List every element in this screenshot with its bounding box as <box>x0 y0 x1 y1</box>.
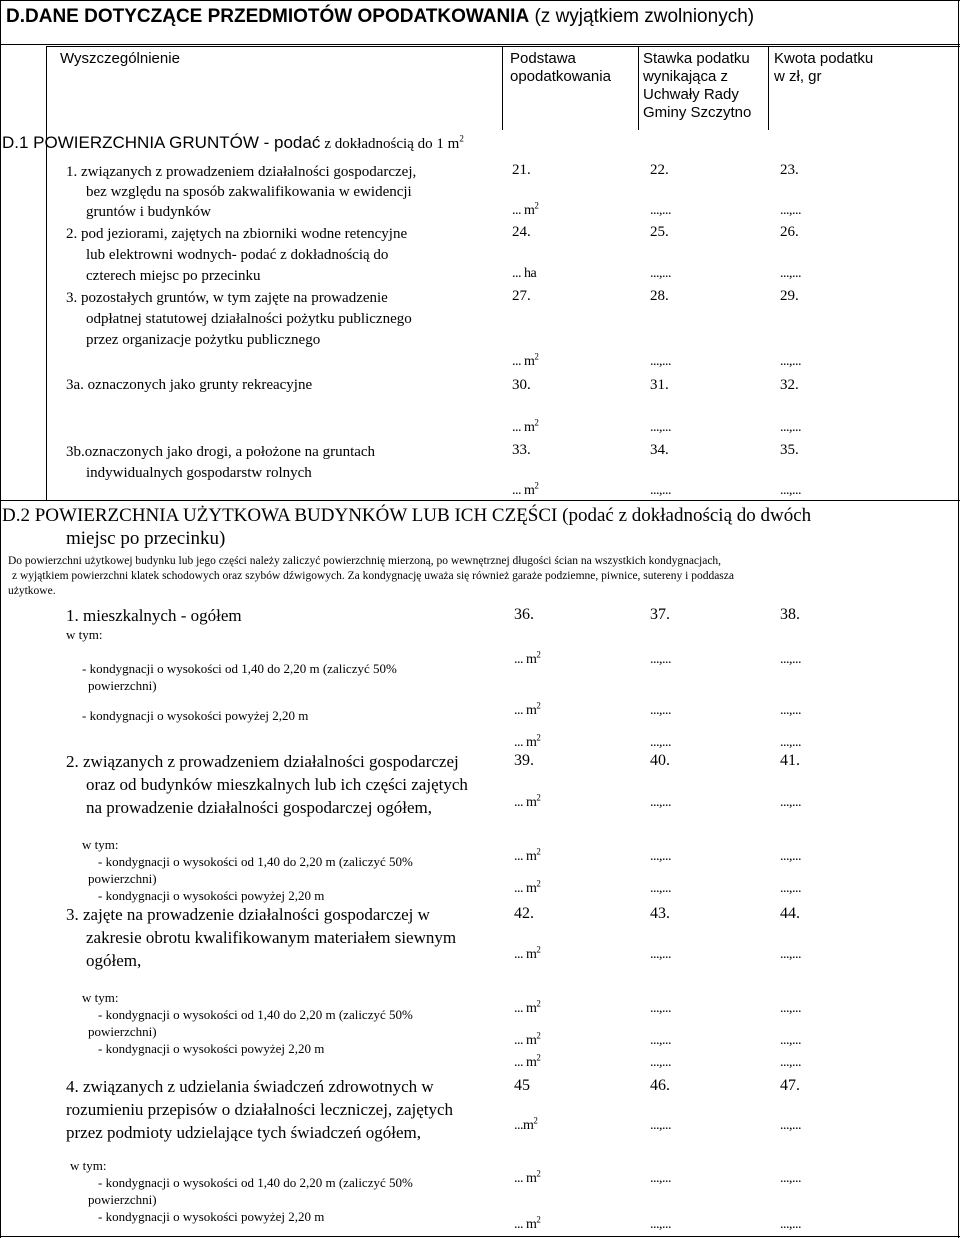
field-21-placeholder: ... m <box>512 203 535 218</box>
d2-row-2-line1: 2. związanych z prowadzeniem działalności gospodarczej <box>66 752 459 771</box>
d2-row-3-desc <box>66 903 456 972</box>
field-46b-input[interactable]: ...,... <box>650 1217 671 1232</box>
col-header-tax-line2: w zł, gr <box>774 68 822 85</box>
field-46-input[interactable]: ...,... <box>650 1118 671 1133</box>
field-45-input[interactable] <box>514 1115 538 1134</box>
field-number-38: 38. <box>780 606 800 623</box>
field-number-29: 29. <box>780 288 799 304</box>
field-number-42: 42. <box>514 905 534 922</box>
field-25-input[interactable]: ...,... <box>650 266 671 281</box>
table-top-border <box>46 46 960 47</box>
d1-row-3-desc <box>66 288 502 351</box>
d1-row-1-line2: bez względu na sposób zakwalifikowania w ewidencji <box>86 184 412 200</box>
field-44a-input[interactable]: ...,... <box>780 1001 801 1016</box>
field-42-placeholder: ... m <box>514 947 537 962</box>
bottom-border <box>0 1236 960 1237</box>
d2-row-2-line3: na prowadzenie działalności gospodarczej ogółem, <box>86 798 433 817</box>
field-45a-input[interactable] <box>514 1168 541 1187</box>
d2-row-2-sub-a-line2: powierzchni) <box>88 871 157 886</box>
field-42b-placeholder: ... m <box>514 1033 537 1048</box>
d2-note <box>8 554 734 599</box>
d2-row-3-line2: zakresie obrotu kwalifikowanym materiałem siewnym <box>86 928 457 947</box>
section-d-subtitle: (z wyjątkiem zwolnionych) <box>534 6 755 27</box>
field-43-input[interactable]: ...,... <box>650 947 671 962</box>
d2-row-3-in-that: w tym: <box>82 990 119 1005</box>
d2-note-line1: Do powierzchni użytkowej budynku lub jego części należy zaliczyć powierzchnię mierzoną, po wewnętrznej długości ścian na wszystkich kondygnacjach, <box>8 555 722 567</box>
col-header-rate-line3: Uchwały Rady <box>643 86 739 103</box>
field-45b-unit-sup: 2 <box>536 1214 541 1225</box>
field-40a-input[interactable]: ...,... <box>650 849 671 864</box>
field-number-28: 28. <box>650 288 669 304</box>
field-42a-placeholder: ... m <box>514 1001 537 1016</box>
d2-title-line1: D.2 POWIERZCHNIA UŻYTKOWA BUDYNKÓW LUB ICH CZĘŚCI (podać z dokładnością do dwóch <box>2 505 812 526</box>
field-29-input[interactable]: ...,... <box>780 354 801 369</box>
d2-row-1-sub-a <box>82 660 397 694</box>
field-33-input[interactable] <box>512 480 539 499</box>
field-33-placeholder: ... m <box>512 483 535 498</box>
d2-row-4-sub <box>70 1157 413 1225</box>
d2-row-3-sub-b: - kondygnacji o wysokości powyżej 2,20 m <box>98 1041 325 1056</box>
d1-title-tail: z dokładnością do 1 m <box>324 136 460 152</box>
field-42-unit-sup: 2 <box>536 944 541 955</box>
d2-row-2-line2: oraz od budynków mieszkalnych lub ich części zajętych <box>86 775 468 794</box>
section-header-bottom-border <box>0 44 960 45</box>
field-number-21: 21. <box>512 162 531 178</box>
d2-row-4-in-that: w tym: <box>70 1158 107 1173</box>
d1-row-2-line2: lub elektrowni wodnych- podać z dokładnością do <box>86 247 389 263</box>
top-border <box>0 0 960 1</box>
d1-section-title <box>2 133 464 153</box>
field-number-39: 39. <box>514 752 534 769</box>
field-36a-placeholder: ... m <box>514 703 537 718</box>
field-number-37: 37. <box>650 606 670 623</box>
frame-right-border <box>958 0 959 1238</box>
field-21-unit-sup: 2 <box>534 200 539 211</box>
col-header-desc: Wyszczególnienie <box>60 50 180 67</box>
d2-note-line3: użytkowe. <box>8 584 56 597</box>
col-header-tax-line1: Kwota podatku <box>774 50 874 67</box>
field-26-input[interactable]: ...,... <box>780 266 801 281</box>
field-36-unit-sup: 2 <box>536 649 541 660</box>
field-28-input[interactable]: ...,... <box>650 354 671 369</box>
d1-title-sup: 2 <box>459 133 464 144</box>
d2-row-4-line3: przez podmioty udzielające tych świadczeń ogółem, <box>66 1123 421 1142</box>
field-30-unit-sup: 2 <box>534 417 539 428</box>
field-number-44: 44. <box>780 905 800 922</box>
field-46a-input[interactable]: ...,... <box>650 1171 671 1186</box>
d2-row-4-sub-b: - kondygnacji o wysokości powyżej 2,20 m <box>98 1209 325 1224</box>
d2-row-4-line2: rozumieniu przepisów o działalności leczniczej, zajętych <box>66 1100 454 1119</box>
d1-row-3b-line1: 3b.oznaczonych jako drogi, a położone na gruntach <box>66 444 376 460</box>
field-32-input[interactable]: ...,... <box>780 420 801 435</box>
d2-section-title <box>2 505 811 551</box>
field-39b-placeholder: ... m <box>514 881 537 896</box>
section-d-code: D. <box>6 6 25 27</box>
field-37b-input[interactable]: ...,... <box>650 735 671 750</box>
frame-left-border <box>0 0 1 1238</box>
col-header-base-line1: Podstawa <box>510 50 576 67</box>
field-43b-input[interactable]: ...,... <box>650 1033 671 1048</box>
field-39-placeholder: ... m <box>514 795 537 810</box>
d2-title-line2: miejsc po przecinku) <box>66 527 226 549</box>
field-number-22: 22. <box>650 162 669 178</box>
d2-row-3-line3: ogółem, <box>86 951 142 970</box>
d2-row-2-sub <box>82 836 413 904</box>
field-number-47: 47. <box>780 1077 800 1094</box>
table-left-border <box>46 46 47 500</box>
field-39a-placeholder: ... m <box>514 849 537 864</box>
field-number-32: 32. <box>780 377 799 393</box>
d2-row-4-line1: 4. związanych z udzielania świadczeń zdrowotnych w <box>66 1077 434 1096</box>
field-47a-input[interactable]: ...,... <box>780 1171 801 1186</box>
field-36-input[interactable] <box>514 649 541 668</box>
field-40-input[interactable]: ...,... <box>650 795 671 810</box>
field-43a-input[interactable]: ...,... <box>650 1001 671 1016</box>
field-42a-unit-sup: 2 <box>536 998 541 1009</box>
field-39b-unit-sup: 2 <box>536 878 541 889</box>
field-number-46: 46. <box>650 1077 670 1094</box>
d1-row-1-line1: 1. związanych z prowadzeniem działalności gospodarczej, <box>66 164 417 180</box>
d2-row-3-sub-a-line2: powierzchni) <box>88 1024 157 1039</box>
col-divider-2 <box>638 46 639 130</box>
field-39a-unit-sup: 2 <box>536 846 541 857</box>
field-number-36: 36. <box>514 606 534 623</box>
field-23-input[interactable]: ...,... <box>780 203 801 218</box>
field-21-input[interactable] <box>512 200 539 219</box>
field-42c-input[interactable] <box>514 1052 541 1071</box>
col-header-base-line2: opodatkowania <box>510 68 611 85</box>
field-number-41: 41. <box>780 752 800 769</box>
field-27-placeholder: ... m <box>512 354 535 369</box>
col-header-base <box>510 50 611 86</box>
field-45a-placeholder: ... m <box>514 1171 537 1186</box>
field-number-34: 34. <box>650 442 669 458</box>
d2-row-4-sub-a-line1: - kondygnacji o wysokości od 1,40 do 2,20 m (zaliczyć 50% <box>98 1175 413 1190</box>
d1-row-3a-desc: 3a. oznaczonych jako grunty rekreacyjne <box>66 377 313 393</box>
d2-row-1-sub-a-line1: - kondygnacji o wysokości od 1,40 do 2,20 m (zaliczyć 50% <box>82 661 397 676</box>
section-d-title <box>6 6 754 28</box>
d1-row-3-line1: 3. pozostałych gruntów, w tym zajęte na prowadzenie <box>66 290 388 306</box>
field-34-input[interactable]: ...,... <box>650 483 671 498</box>
field-number-26: 26. <box>780 224 799 240</box>
d2-row-3-line1: 3. zajęte na prowadzenie działalności gospodarczej w <box>66 905 430 924</box>
field-number-27: 27. <box>512 288 531 304</box>
field-40b-input[interactable]: ...,... <box>650 881 671 896</box>
field-37-input[interactable]: ...,... <box>650 652 671 667</box>
field-43c-input[interactable]: ...,... <box>650 1055 671 1070</box>
d2-row-1-sub-a-line2: powierzchni) <box>88 678 157 693</box>
d2-note-line2: z wyjątkiem powierzchni klatek schodowych oraz szybów dźwigowych. Za kondygnację uważa się również garaże podziemne, piwnice, sutereny i poddasza <box>12 569 734 582</box>
d1-row-3-line2: odpłatnej statutowej działalności pożytku publicznego <box>86 311 412 327</box>
field-39b-input[interactable] <box>514 878 541 897</box>
section-d-title-text: DANE DOTYCZĄCE PRZEDMIOTÓW OPODATKOWANIA <box>25 6 530 27</box>
field-37a-input[interactable]: ...,... <box>650 703 671 718</box>
field-42c-placeholder: ... m <box>514 1055 537 1070</box>
d1-row-1-desc <box>66 162 416 222</box>
field-38b-input[interactable]: ...,... <box>780 735 801 750</box>
field-35-input[interactable]: ...,... <box>780 483 801 498</box>
col-divider-1 <box>502 46 503 130</box>
field-42c-unit-sup: 2 <box>536 1052 541 1063</box>
field-45b-placeholder: ... m <box>514 1217 537 1232</box>
field-30-input[interactable] <box>512 417 539 436</box>
field-27-input[interactable] <box>512 351 539 370</box>
col-divider-3 <box>768 46 769 130</box>
field-39-input[interactable] <box>514 792 541 811</box>
field-number-31: 31. <box>650 377 669 393</box>
col-header-tax <box>774 50 873 86</box>
field-36b-input[interactable] <box>514 732 541 751</box>
field-36a-unit-sup: 2 <box>536 700 541 711</box>
field-31-input[interactable]: ...,... <box>650 420 671 435</box>
d2-row-2-sub-b: - kondygnacji o wysokości powyżej 2,20 m <box>98 888 325 903</box>
d2-row-1-sub-b: - kondygnacji o wysokości powyżej 2,20 m <box>82 708 309 723</box>
col-header-rate <box>643 50 751 122</box>
field-42-input[interactable] <box>514 944 541 963</box>
d1-row-3-line3: przez organizacje pożytku publicznego <box>86 332 321 348</box>
field-45-placeholder: ...m <box>514 1118 534 1133</box>
field-42a-input[interactable] <box>514 998 541 1017</box>
field-38-input[interactable]: ...,... <box>780 652 801 667</box>
d2-row-3-sub-a-line1: - kondygnacji o wysokości od 1,40 do 2,20 m (zaliczyć 50% <box>98 1007 413 1022</box>
d2-top-border <box>0 500 960 501</box>
d1-title-main: D.1 POWIERZCHNIA GRUNTÓW - podać <box>2 133 321 152</box>
field-number-23: 23. <box>780 162 799 178</box>
field-39a-input[interactable] <box>514 846 541 865</box>
d2-row-4-sub-a-line2: powierzchni) <box>88 1192 157 1207</box>
field-36b-placeholder: ... m <box>514 735 537 750</box>
field-44b-input[interactable]: ...,... <box>780 1033 801 1048</box>
d2-row-2-sub-a-line1: - kondygnacji o wysokości od 1,40 do 2,20 m (zaliczyć 50% <box>98 854 413 869</box>
field-number-35: 35. <box>780 442 799 458</box>
field-22-input[interactable]: ...,... <box>650 203 671 218</box>
field-number-43: 43. <box>650 905 670 922</box>
field-45-unit-sup: 2 <box>533 1115 538 1126</box>
field-36b-unit-sup: 2 <box>536 732 541 743</box>
d2-row-1-title: 1. mieszkalnych - ogółem <box>66 606 242 625</box>
d2-row-2-desc <box>66 750 468 819</box>
col-header-rate-line2: wynikająca z <box>643 68 729 85</box>
field-number-40: 40. <box>650 752 670 769</box>
field-45b-input[interactable] <box>514 1214 541 1233</box>
d2-row-1-in-that: w tym: <box>66 627 103 642</box>
field-45a-unit-sup: 2 <box>536 1168 541 1179</box>
field-number-45: 45 <box>514 1077 530 1094</box>
col-header-rate-line4: Gminy Szczytno <box>643 104 752 121</box>
field-36-placeholder: ... m <box>514 652 537 667</box>
d1-row-2-line3: czterech miejsc po przecinku <box>86 268 261 284</box>
field-number-25: 25. <box>650 224 669 240</box>
d2-row-3-sub <box>82 989 413 1057</box>
field-24-input[interactable]: ... ha <box>512 266 537 281</box>
field-number-24: 24. <box>512 224 531 240</box>
field-38a-input[interactable]: ...,... <box>780 703 801 718</box>
d1-row-3b-line2: indywidualnych gospodarstw rolnych <box>86 465 312 481</box>
field-44c-input[interactable]: ...,... <box>780 1055 801 1070</box>
field-number-30: 30. <box>512 377 531 393</box>
field-36a-input[interactable] <box>514 700 541 719</box>
col-header-rate-line1: Stawka podatku <box>643 50 750 67</box>
field-41a-input[interactable]: ...,... <box>780 849 801 864</box>
d1-row-2-line1: 2. pod jeziorami, zajętych na zbiorniki wodne retencyjne <box>66 226 408 242</box>
field-number-33: 33. <box>512 442 531 458</box>
d1-row-3b-desc <box>66 442 502 484</box>
d1-row-1-line3: gruntów i budynków <box>86 204 211 220</box>
field-47b-input[interactable]: ...,... <box>780 1217 801 1232</box>
field-30-placeholder: ... m <box>512 420 535 435</box>
field-27-unit-sup: 2 <box>534 351 539 362</box>
field-41-input[interactable]: ...,... <box>780 795 801 810</box>
field-42b-unit-sup: 2 <box>536 1030 541 1041</box>
field-47-input[interactable]: ...,... <box>780 1118 801 1133</box>
field-41b-input[interactable]: ...,... <box>780 881 801 896</box>
field-42b-input[interactable] <box>514 1030 541 1049</box>
field-44-input[interactable]: ...,... <box>780 947 801 962</box>
field-39-unit-sup: 2 <box>536 792 541 803</box>
d2-row-4-desc <box>66 1075 453 1144</box>
d1-row-2-desc <box>66 224 407 287</box>
field-33-unit-sup: 2 <box>534 480 539 491</box>
d2-row-2-in-that: w tym: <box>82 837 119 852</box>
